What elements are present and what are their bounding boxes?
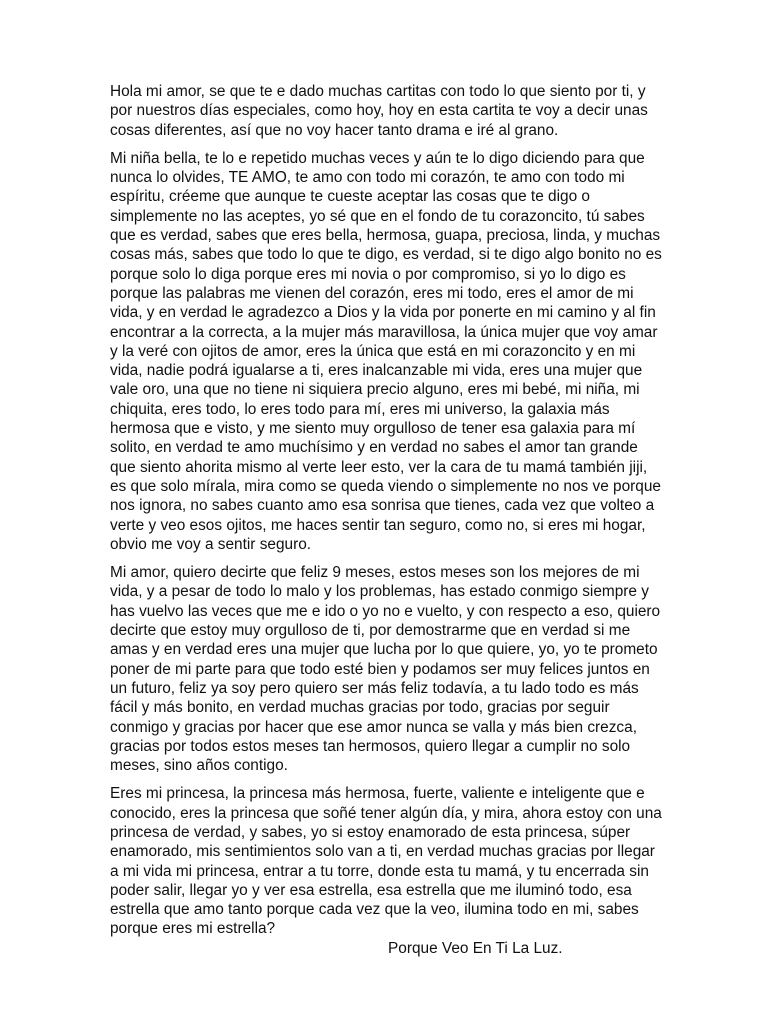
paragraph-1: Hola mi amor, se que te e dado muchas cartitas con todo lo que siento por ti, y por nuestros días especiales, como hoy, hoy en esta cartita te voy a decir unas cosas diferentes, así que no voy hacer tanto drama e iré al grano. [110, 83, 648, 139]
paragraph-3: Mi amor, quiero decirte que feliz 9 meses, estos meses son los mejores de mi vida, y a pesar de todo lo malo y los problemas, has estado conmigo siempre y has vuelvo las veces que me e ido o yo no e vuelto, y con respecto a eso, quiero decirte que estoy muy orgulloso de ti, por demostrarme que en verdad si me amas y en verdad eres una mujer que lucha por lo que quiere, yo, yo te prometo poner de mi parte para que todo esté bien y podamos ser muy felices juntos en un futuro, feliz ya soy pero quiero ser más feliz todavía, a tu lado todo es más fácil y más bonito, en verdad muchas gracias por todo, gracias por seguir conmigo y gracias por hacer que ese amor nunca se valla y más bien crezca, gracias por todos estos meses tan hermosos, quiero llegar a cumplir no solo meses, sino años contigo. [110, 564, 661, 775]
signature-line: Porque Veo En Ti La Luz. [388, 939, 563, 957]
paragraph-2: Mi niña bella, te lo e repetido muchas veces y aún te lo digo diciendo para que nunca lo olvides, TE AMO, te amo con todo mi corazón, te amo con todo mi espíritu, créeme que aunque te cueste aceptar las cosas que te digo o simplemente no las aceptes, yo sé que en el fondo de tu corazoncito, tú sabes que es verdad, sabes que eres bella, hermosa, guapa, preciosa, linda, y muchas cosas más, sabes que todo lo que te digo, es verdad, si te digo algo bonito no es porque solo lo diga porque eres mi novia o por compromiso, si yo lo digo es porque las palabras me vienen del corazón, eres mi todo, eres el amor de mi vida, y en verdad le agradezco a Dios y la vida por ponerte en mi camino y al fin encontrar a la correcta, a la mujer más maravillosa, la única mujer que voy amar y la veré con ojitos de amor, eres la única que está en mi corazoncito y en mi vida, nadie podrá igualarse a ti, eres inalcanzable mi vida, eres una mujer que vale oro, una que no tiene ni siquiera precio alguno, eres mi bebé, mi niña, mi chiquita, eres todo, lo eres todo para mí, eres mi universo, la galaxia más hermosa que e visto, y me siento muy orgulloso de tener esa galaxia para mí solito, en verdad te amo muchísimo y en verdad no sabes el amor tan grande que siento ahorita mismo al verte leer esto, ver la cara de tu mamá también jiji, es que solo mírala, mira como se queda viendo o simplemente no nos ve porque nos ignora, no sabes cuanto amo esa sonrisa que tienes, cada vez que volteo a verte y veo esos ojitos, me haces sentir tan seguro, como no, si eres mi hogar, obvio me voy a sentir seguro. [110, 149, 662, 553]
paragraph-4: Eres mi princesa, la princesa más hermosa, fuerte, valiente e inteligente que e conocido, eres la princesa que soñé tener algún día, y mira, ahora estoy con una princesa de verdad, y sabes, yo si estoy enamorado de esta princesa, súper enamorado, mis sentimientos solo van a ti, en verdad muchas gracias por llegar a mi vida mi princesa, entrar a tu torre, donde esta tu mamá, y tu encerrada sin poder salir, llegar yo y ver esa estrella, esa estrella que me iluminó todo, esa estrella que amo tanto porque cada vez que la veo, ilumina todo en mi, sabes porque eres mi estrella? [110, 785, 662, 938]
letter-body [110, 82, 662, 958]
